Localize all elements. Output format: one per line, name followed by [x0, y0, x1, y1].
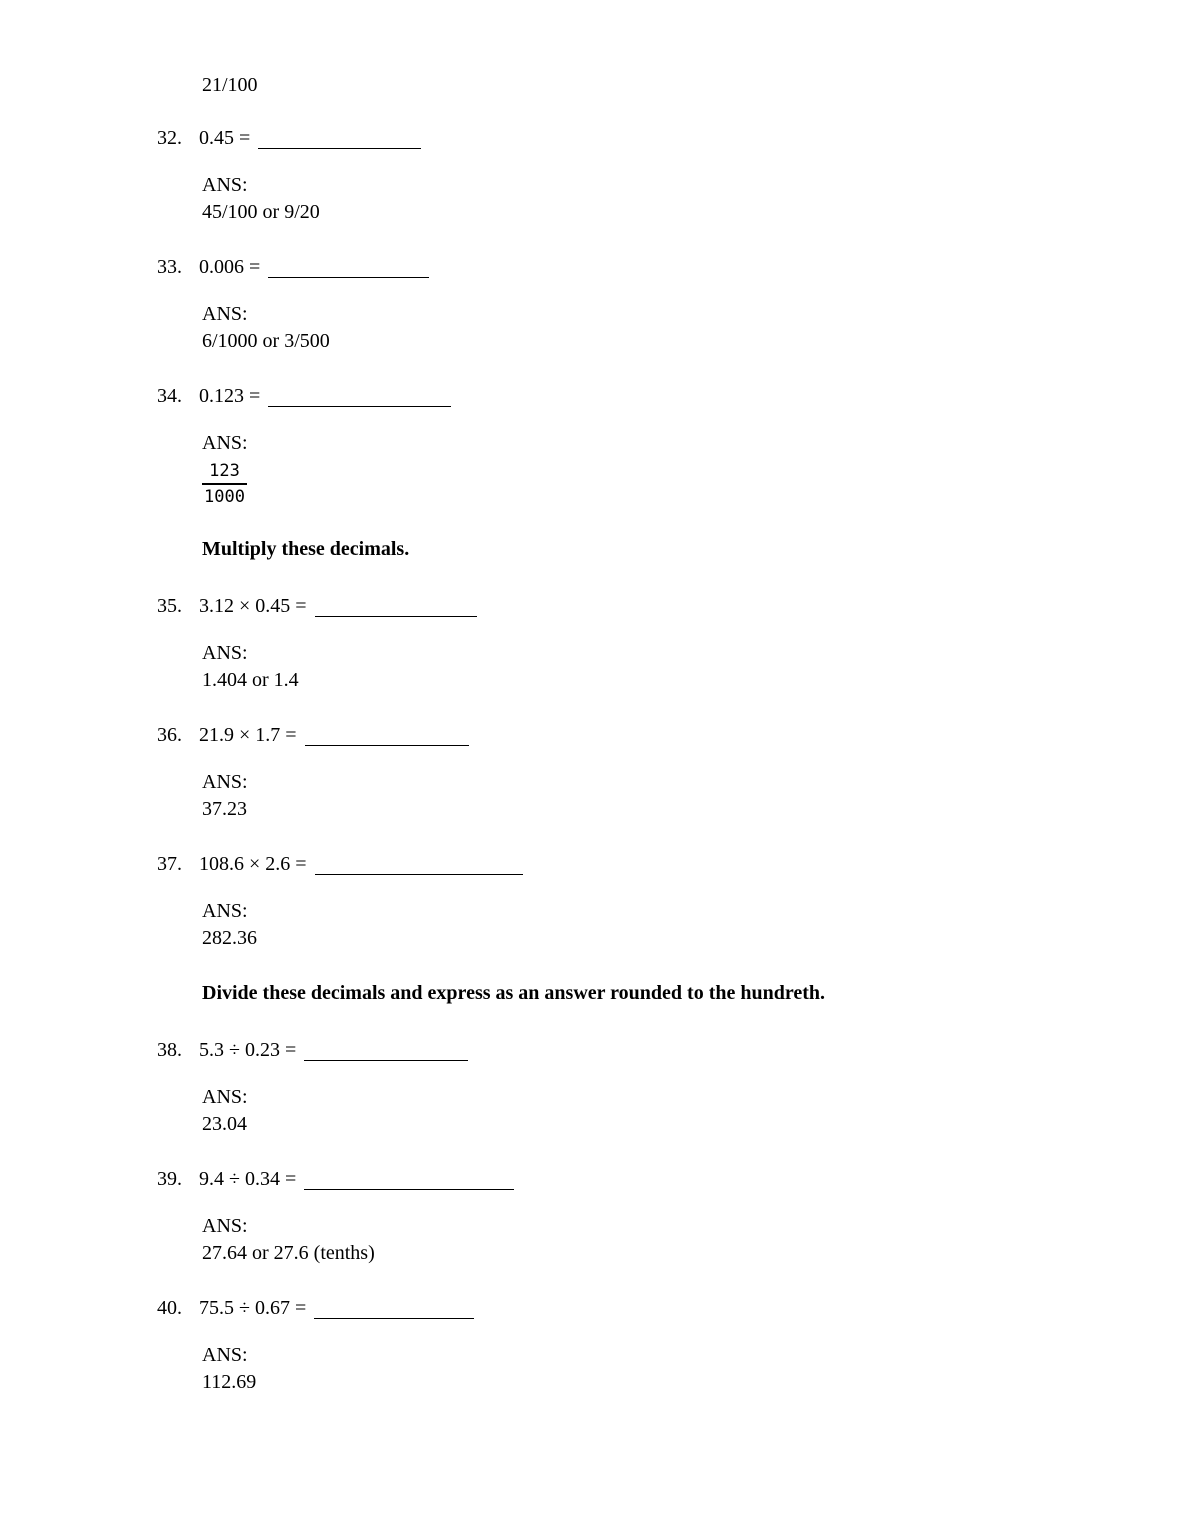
answer-block-38 — [202, 1084, 1190, 1138]
question-row-39 — [157, 1166, 1190, 1193]
answer-value: 112.69 — [202, 1371, 257, 1393]
answer-block-32 — [202, 172, 1190, 226]
answer-block-33 — [202, 301, 1190, 355]
question-prompt: 5.3 ÷ 0.23 = — [199, 1039, 297, 1061]
question-row-34 — [157, 383, 1190, 410]
question-number: 39. — [157, 1168, 182, 1190]
section-header-multiply: Multiply these decimals. — [202, 538, 410, 560]
answer-value: 23.04 — [202, 1113, 247, 1135]
answer-label: ANS: — [202, 303, 248, 325]
question-number: 37. — [157, 853, 182, 875]
answer-block-39 — [202, 1213, 1190, 1267]
answer-blank — [314, 1300, 474, 1319]
answer-block-37 — [202, 898, 1190, 952]
answer-value: 27.64 or 27.6 (tenths) — [202, 1242, 375, 1264]
answer-continuation: 21/100 — [202, 74, 258, 96]
answer-label: ANS: — [202, 1086, 248, 1108]
question-prompt: 0.006 = — [199, 256, 261, 278]
question-row-35 — [157, 593, 1190, 620]
question-row-37 — [157, 851, 1190, 878]
question-number: 33. — [157, 256, 182, 278]
question-number: 36. — [157, 724, 182, 746]
question-number: 32. — [157, 127, 182, 149]
question-prompt: 75.5 ÷ 0.67 = — [199, 1297, 307, 1319]
answer-label: ANS: — [202, 771, 248, 793]
answer-fraction — [202, 460, 247, 508]
question-row-40 — [157, 1295, 1190, 1322]
answer-value: 45/100 or 9/20 — [202, 201, 320, 223]
question-number: 34. — [157, 385, 182, 407]
answer-blank — [315, 598, 477, 617]
question-prompt: 0.45 = — [199, 127, 251, 149]
answer-label: ANS: — [202, 174, 248, 196]
answer-block-34 — [202, 430, 1190, 508]
answer-label: ANS: — [202, 1215, 248, 1237]
question-row-32 — [157, 125, 1190, 152]
answer-label: ANS: — [202, 900, 248, 922]
answer-block-35 — [202, 640, 1190, 694]
answer-block-36 — [202, 769, 1190, 823]
answer-blank — [305, 727, 469, 746]
answer-blank — [258, 130, 421, 149]
question-number: 35. — [157, 595, 182, 617]
answer-blank — [268, 259, 429, 278]
answer-label: ANS: — [202, 432, 248, 454]
answer-label: ANS: — [202, 642, 248, 664]
answer-blank — [304, 1042, 468, 1061]
question-row-38 — [157, 1037, 1190, 1064]
question-prompt: 3.12 × 0.45 = — [199, 595, 307, 617]
fraction-denominator: 1000 — [204, 487, 245, 507]
question-row-36 — [157, 722, 1190, 749]
answer-blank — [268, 388, 451, 407]
question-prompt: 21.9 × 1.7 = — [199, 724, 297, 746]
question-prompt: 0.123 = — [199, 385, 261, 407]
answer-value: 6/1000 or 3/500 — [202, 330, 330, 352]
answer-block-40 — [202, 1342, 1190, 1396]
question-prompt: 108.6 × 2.6 = — [199, 853, 307, 875]
question-row-33 — [157, 254, 1190, 281]
question-number: 40. — [157, 1297, 182, 1319]
answer-value: 37.23 — [202, 798, 247, 820]
question-prompt: 9.4 ÷ 0.34 = — [199, 1168, 297, 1190]
question-number: 38. — [157, 1039, 182, 1061]
answer-value: 282.36 — [202, 927, 257, 949]
answer-value: 1.404 or 1.4 — [202, 669, 299, 691]
answer-blank — [304, 1171, 514, 1190]
answer-blank — [315, 856, 523, 875]
section-header-divide: Divide these decimals and express as an answer rounded to the hundreth. — [202, 982, 826, 1004]
fraction-numerator: 123 — [202, 460, 247, 485]
answer-label: ANS: — [202, 1344, 248, 1366]
